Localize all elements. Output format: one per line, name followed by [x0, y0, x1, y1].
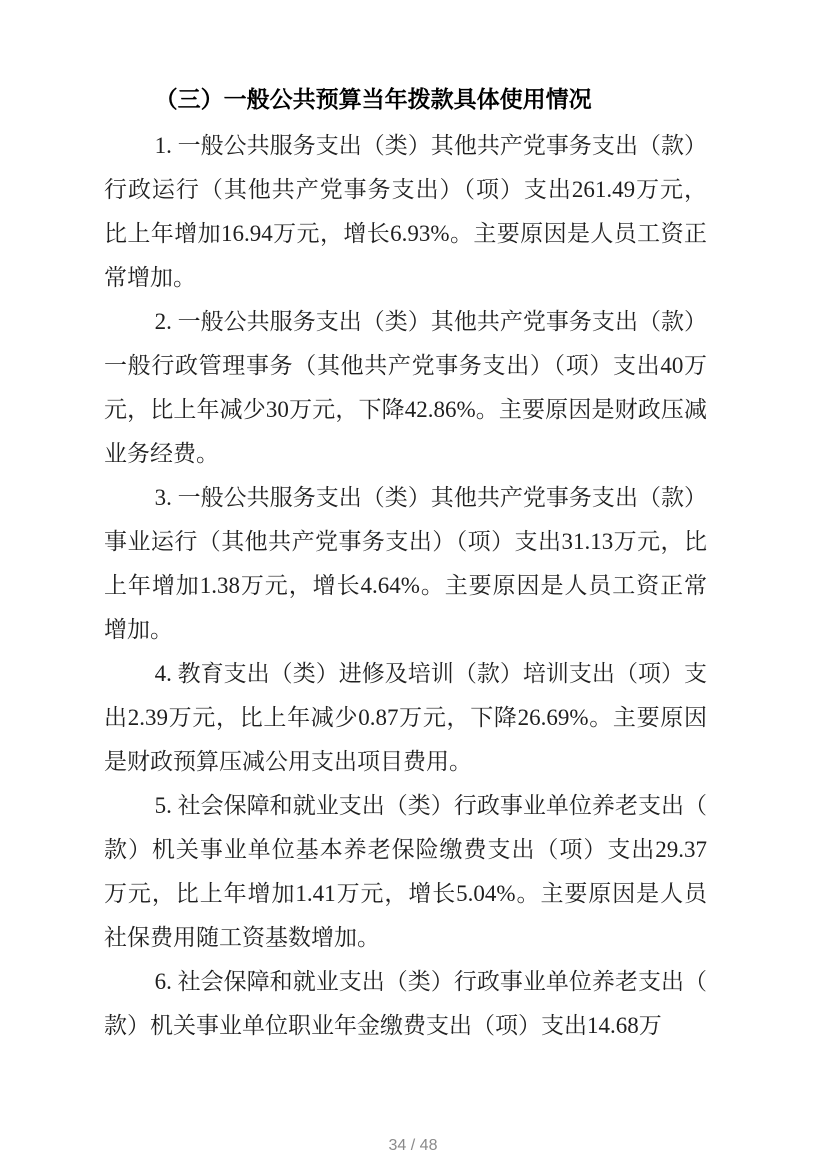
document-body [104, 124, 707, 1048]
paragraph-item-3: 3. 一般公共服务支出（类）其他共产党事务支出（款）事业运行（其他共产党事务支出）（项）支出31.13万元，比上年增加1.38万元，增长4.64%。主要原因是人员工资正常增加。 [104, 485, 707, 642]
page-number-indicator: 34 / 48 [388, 1137, 438, 1154]
paragraph-item-6: 6. 社会保障和就业支出（类）行政事业单位养老支出（款）机关事业单位职业年金缴费支出（项）支出14.68万 [104, 969, 707, 1038]
section-heading: （三）一般公共预算当年拨款具体使用情况 [154, 86, 592, 112]
paragraph-item-1: 1. 一般公共服务支出（类）其他共产党事务支出（款）行政运行（其他共产党事务支出）（项）支出261.49万元，比上年增加16.94万元，增长6.93%。主要原因是人员工资正常增加。 [104, 133, 707, 290]
paragraph-item-5: 5. 社会保障和就业支出（类）行政事业单位养老支出（款）机关事业单位基本养老保险缴费支出（项）支出29.37万元，比上年增加1.41万元，增长5.04%。主要原因是人员社保费用随工资基数增加。 [104, 793, 707, 950]
paragraph-item-2: 2. 一般公共服务支出（类）其他共产党事务支出（款）一般行政管理事务（其他共产党事务支出）（项）支出40万元，比上年减少30万元，下降42.86%。主要原因是财政压减业务经费。 [104, 309, 707, 466]
paragraph-item-4: 4. 教育支出（类）进修及培训（款）培训支出（项）支出2.39万元，比上年减少0.87万元，下降26.69%。主要原因是财政预算压减公用支出项目费用。 [104, 661, 707, 774]
